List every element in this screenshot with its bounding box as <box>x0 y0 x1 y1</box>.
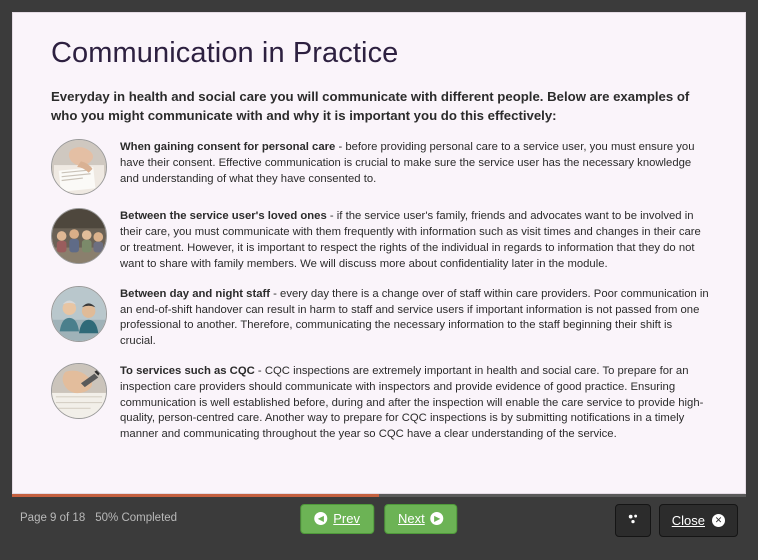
two-care-staff-talking-photo <box>51 286 107 342</box>
settings-button[interactable] <box>615 504 651 537</box>
list-item-heading: When gaining consent for personal care <box>120 141 336 154</box>
list-item-body: - before providing personal care to a service user, you must ensure you have their consent. Effective communication is crucial to make sure the service user has the necessary knowledge and understanding of what they have consented to. <box>120 141 695 186</box>
list-item-body: - if the service user's family, friends and advocates want to be involved in their care, you must communicate with them frequently with information such as visit times and changes in their care or treatment. However, it is important to respect the rights of the individual in regards to information that they do not want to share with family members. We will discuss more about confidentiality later in the module. <box>120 210 701 270</box>
page-status <box>20 512 177 524</box>
completion-label: 50% Completed <box>95 512 178 524</box>
slide-intro-text: Everyday in health and social care you will communicate with different people. Below are examples of who you might communicate with and why it is important you do this effectively: <box>51 89 690 123</box>
chevron-left-icon: ◀ <box>314 512 327 525</box>
list-item-text <box>120 286 711 350</box>
progress-bar-fill <box>12 494 379 497</box>
navigation-buttons <box>300 504 457 534</box>
footer-right-buttons <box>615 504 738 537</box>
prev-button-label: Prev <box>333 511 360 526</box>
list-item <box>51 139 711 195</box>
page-number-label: Page 9 of 18 <box>20 512 86 524</box>
family-group-seated-photo <box>51 208 107 264</box>
hands-writing-notes-photo <box>51 363 107 419</box>
close-circle-icon: ✕ <box>712 514 725 527</box>
list-item-text <box>120 139 711 187</box>
close-button[interactable] <box>659 504 738 537</box>
list-item-heading: Between day and night staff <box>120 287 271 300</box>
next-button[interactable] <box>384 504 458 534</box>
close-button-label: Close <box>671 512 705 528</box>
page-title: Communication in Practice <box>51 37 399 69</box>
gear-icon <box>626 512 640 528</box>
slide-card <box>12 12 746 494</box>
player-footer <box>12 494 746 548</box>
list-item <box>51 208 711 272</box>
prev-button[interactable] <box>300 504 374 534</box>
examples-list <box>51 139 711 443</box>
list-item-body: - every day there is a change over of staff within care providers. Poor communication in an end-of-shift handover can result in harm to staff and service users if important information is not passed from one professional to another. Therefore, communicating the necessary information to the staff beginning their shift is crucial. <box>120 287 709 348</box>
list-item-heading: Between the service user's loved ones <box>120 210 327 223</box>
progress-bar-track[interactable] <box>12 494 746 497</box>
list-item-heading: To services such as CQC <box>120 364 255 377</box>
chevron-right-icon: ▶ <box>431 512 444 525</box>
list-item-text <box>120 208 711 272</box>
list-item-body: - CQC inspections are extremely important in health and social care. To prepare for an inspection care providers should communicate with inspectors and provide evidence of good practice. Ensuring communication is well established before, during and after the inspection will enable the care service to provide high-quality, person-centred care. Another way to prepare for CQC inspections is by submitting notifications in a timely manner and communicating throughout the year so CQC have a clear understanding of the service. <box>120 364 704 441</box>
list-item <box>51 363 711 443</box>
list-item <box>51 286 711 350</box>
list-item-text <box>120 363 711 443</box>
next-button-label: Next <box>398 511 425 526</box>
hands-consent-form-photo <box>51 139 107 195</box>
